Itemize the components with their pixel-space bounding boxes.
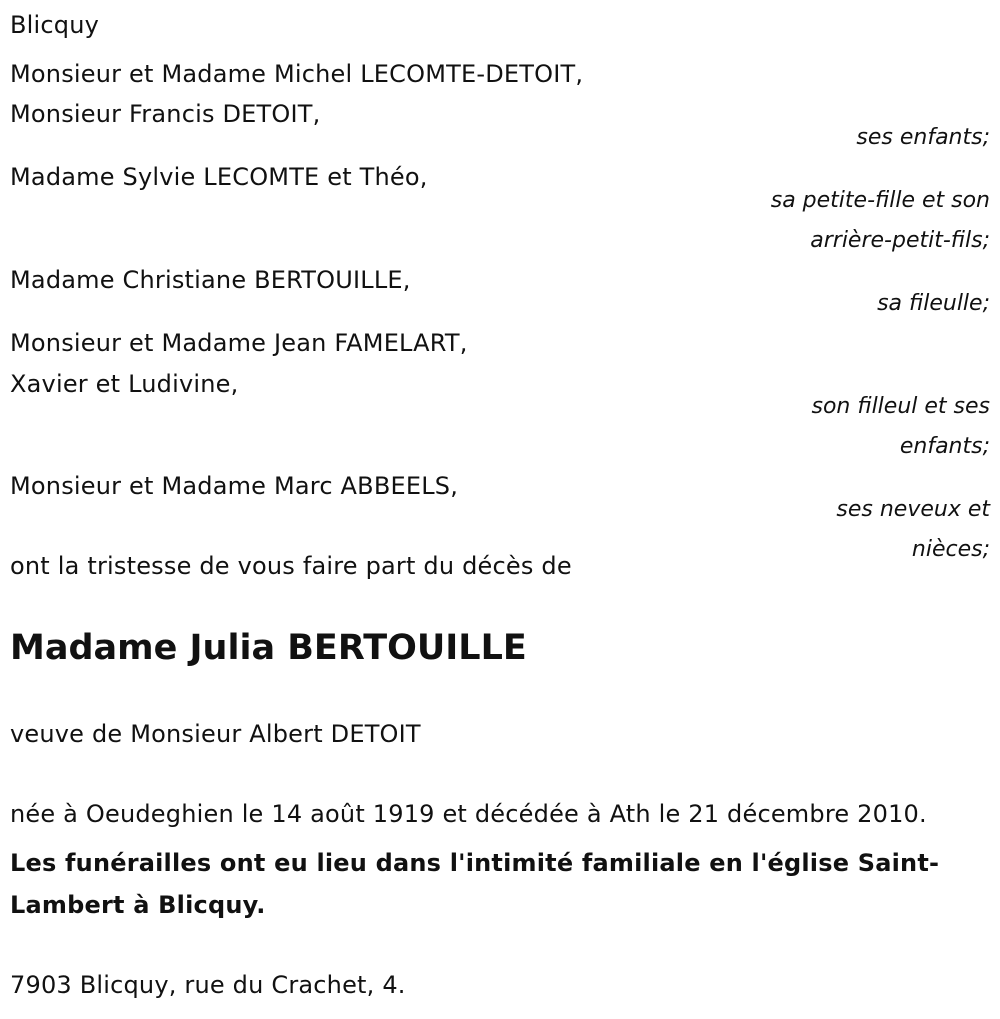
- godson-line-1: Monsieur et Madame Jean FAMELART,: [10, 329, 468, 357]
- children-relation: ses enfants;: [856, 125, 990, 150]
- nephews-relation-1: ses neveux et: [836, 497, 990, 522]
- goddaughter-relation: sa fileulle;: [877, 291, 990, 316]
- widow-of: veuve de Monsieur Albert DETOIT: [10, 720, 421, 748]
- children-line-2: Monsieur Francis DETOIT,: [10, 100, 321, 128]
- granddaughter-relation-2: arrière-petit-fils;: [810, 228, 990, 253]
- goddaughter-line: Madame Christiane BERTOUILLE,: [10, 266, 411, 294]
- godson-relation-1: son filleul et ses: [811, 394, 990, 419]
- place-heading: Blicquy: [10, 11, 100, 39]
- nephews-relation-2: nièces;: [911, 537, 990, 562]
- birth-death-dates: née à Oeudeghien le 14 août 1919 et décédée à Ath le 21 décembre 2010.: [10, 800, 927, 828]
- funeral-line-1: Les funérailles ont eu lieu dans l'intimité familiale en l'église Saint-: [10, 849, 940, 877]
- godson-line-2: Xavier et Ludivine,: [10, 370, 239, 398]
- nephews-line: Monsieur et Madame Marc ABBEELS,: [10, 472, 459, 500]
- announcement-text: ont la tristesse de vous faire part du décès de: [10, 552, 572, 580]
- godson-relation-2: enfants;: [899, 434, 990, 459]
- address: 7903 Blicquy, rue du Crachet, 4.: [10, 971, 406, 999]
- children-line-1: Monsieur et Madame Michel LECOMTE-DETOIT,: [10, 60, 584, 88]
- deceased-name: Madame Julia BERTOUILLE: [10, 628, 527, 668]
- funeral-line-2: Lambert à Blicquy.: [10, 891, 266, 919]
- granddaughter-relation-1: sa petite-fille et son: [770, 188, 990, 213]
- granddaughter-line: Madame Sylvie LECOMTE et Théo,: [10, 163, 428, 191]
